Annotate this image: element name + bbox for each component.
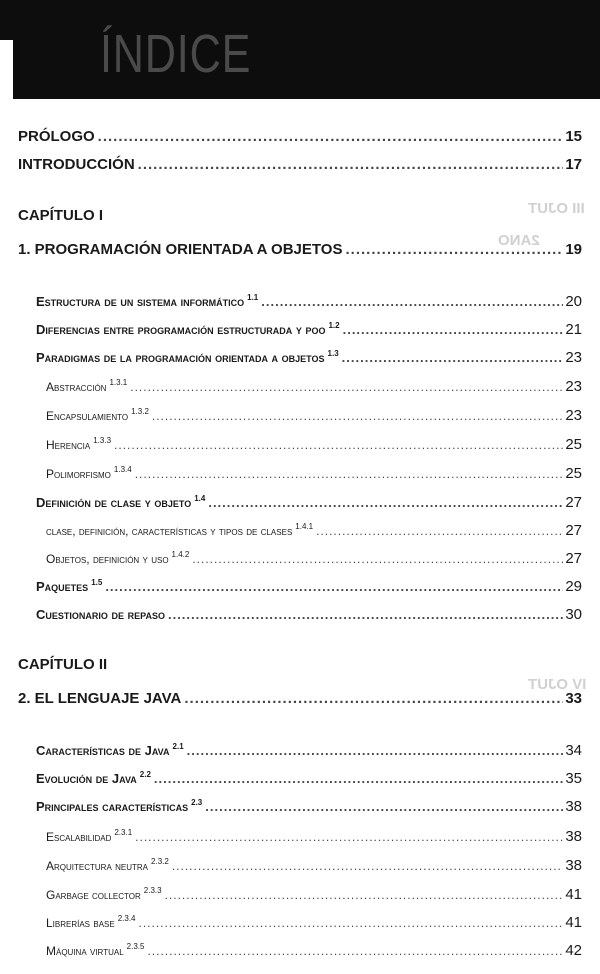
toc-entry-ref: 1.5 [91, 578, 103, 587]
toc-entry-prologo[interactable] [18, 128, 582, 145]
toc-entry-page: 34 [565, 742, 582, 759]
toc-subentry[interactable] [46, 465, 582, 482]
toc-entry-label: Evolución de Java [36, 771, 137, 786]
toc-entry-ref: 1.3.2 [131, 407, 149, 416]
toc-entry-page: 20 [565, 293, 582, 310]
toc-entry-page: 29 [565, 578, 582, 595]
toc-entry-label: clase, definición, características y tipos de clases [46, 524, 293, 538]
toc-entry-page: 42 [565, 942, 582, 959]
toc-subentry[interactable] [46, 407, 582, 424]
toc-entry-page: 30 [565, 606, 582, 623]
toc-entry-label: Estructura de un sistema informático [36, 294, 245, 309]
header-tab [0, 40, 13, 99]
page-title: ÍNDICE [100, 24, 252, 84]
toc-entry-page: 23 [565, 378, 582, 395]
dot-leader [154, 771, 563, 786]
toc-entry-ref: 2.3.5 [126, 942, 145, 951]
dot-leader [147, 944, 563, 958]
chapter-heading: CAPÍTULO II [18, 656, 108, 673]
toc-entry-label: Cuestionario de repaso [36, 607, 165, 622]
toc-entry-page: 27 [565, 494, 582, 511]
toc-entry-label: Principales características [36, 799, 189, 814]
toc-entry-page: 17 [565, 156, 582, 173]
dot-leader [342, 350, 564, 365]
toc-entry-label: PRÓLOGO [18, 128, 95, 145]
toc-entry-label: 2. EL LENGUAJE JAVA [18, 690, 182, 707]
toc-entry-page: 19 [565, 241, 582, 258]
toc-entry-ref: 1.4.2 [171, 550, 190, 559]
toc-entry-label: 1. PROGRAMACIÓN ORIENTADA A OBJETOS [18, 241, 343, 258]
toc-entry-page: 15 [565, 128, 582, 145]
toc-entry[interactable] [36, 578, 582, 595]
toc-subentry[interactable] [46, 436, 582, 453]
toc-entry-page: 25 [565, 436, 582, 453]
toc-entry-label: Objetos, definición y uso [46, 552, 169, 566]
toc-entry-page: 38 [565, 828, 582, 845]
dot-leader [130, 380, 563, 394]
chapter-heading: CAPÍTULO I [18, 207, 103, 224]
toc-entry-ref: 1.4 [194, 494, 206, 503]
toc-subentry[interactable] [46, 942, 582, 959]
toc-entry[interactable] [36, 494, 582, 511]
toc-entry-label: INTRODUCCIÓN [18, 156, 135, 173]
toc-entry-page: 23 [565, 407, 582, 424]
dot-leader [139, 916, 564, 930]
toc-subentry[interactable] [46, 857, 582, 874]
toc-entry-ref: 2.3 [191, 798, 203, 807]
toc-entry-label: Definición de clase y objeto [36, 495, 192, 510]
toc-subentry[interactable] [46, 828, 582, 845]
dot-leader [172, 859, 564, 873]
toc-entry-ref: 1.1 [247, 293, 259, 302]
toc-entry-ref: 1.3.1 [109, 378, 128, 387]
toc-subentry[interactable] [46, 378, 582, 395]
dot-leader [152, 409, 563, 423]
toc-entry-label: Diferencias entre programación estructurada y poo [36, 322, 326, 337]
dot-leader [135, 467, 564, 481]
toc-subentry[interactable] [46, 886, 582, 903]
toc-subentry[interactable] [46, 550, 582, 567]
toc-entry-page: 27 [565, 550, 582, 567]
toc-entry-ref: 1.3 [327, 349, 339, 358]
toc-entry-label: Escalabilidad [46, 830, 112, 844]
toc-entry-page: 41 [565, 886, 582, 903]
bleed-through-text: III OJUT [528, 200, 585, 217]
dot-leader [192, 552, 563, 566]
toc-entry[interactable] [36, 606, 582, 623]
toc-entry-page: 38 [565, 798, 582, 815]
toc-entry-ref: 1.3.3 [93, 436, 112, 445]
toc-entry-ref: 1.3.4 [113, 465, 132, 474]
bleed-through-text: IV OJUT [528, 676, 587, 693]
toc-entry[interactable] [36, 742, 582, 759]
toc-entry-ref: 2.1 [172, 742, 184, 751]
toc-entry-page: 41 [565, 914, 582, 931]
toc-entry-page: 23 [565, 349, 582, 366]
toc-entry-page: 27 [565, 522, 582, 539]
toc-entry-label: Características de Java [36, 743, 170, 758]
toc-entry-page: 25 [565, 465, 582, 482]
toc-entry-label: Polimorfismo [46, 467, 111, 481]
dot-leader [343, 322, 564, 337]
dot-leader [345, 241, 563, 258]
toc-subentry[interactable] [46, 522, 582, 539]
dot-leader [208, 495, 563, 510]
toc-entry-ref: 2.3.2 [151, 857, 169, 866]
toc-entry-label: Máquina virtual [46, 944, 124, 958]
toc-entry-label: Paquetes [36, 579, 89, 594]
toc-entry-chapter-1[interactable] [18, 241, 582, 258]
toc-entry-label: Herencia [46, 438, 91, 452]
toc-entry-page: 38 [565, 857, 582, 874]
bleed-through-text: 2ANO [498, 232, 540, 249]
toc-entry-chapter-2[interactable] [18, 690, 582, 707]
dot-leader [187, 743, 564, 758]
dot-leader [105, 579, 563, 594]
dot-leader [98, 128, 564, 145]
toc-entry-introduccion[interactable] [18, 156, 582, 173]
dot-leader [184, 690, 563, 707]
toc-entry-label: Encapsulamiento [46, 409, 129, 423]
index-header [0, 0, 600, 99]
dot-leader [114, 438, 563, 452]
toc-entry[interactable] [36, 293, 582, 310]
toc-entry[interactable] [36, 321, 582, 338]
toc-entry[interactable] [36, 798, 582, 815]
toc-entry-page: 21 [565, 321, 582, 338]
toc-entry-ref: 1.2 [328, 321, 340, 330]
dot-leader [165, 888, 564, 902]
dot-leader [205, 799, 563, 814]
toc-entry[interactable] [36, 770, 582, 787]
toc-entry-ref: 1.4.1 [295, 522, 314, 531]
dot-leader [138, 156, 564, 173]
dot-leader [168, 607, 563, 622]
toc-entry-label: Arquitectura neutra [46, 859, 149, 873]
toc-entry-label: Abstracción [46, 380, 107, 394]
toc-entry-label: Librerías base [46, 916, 115, 930]
dot-leader [261, 294, 563, 309]
toc-entry-label: Paradigmas de la programación orientada a objetos [36, 350, 325, 365]
toc-entry-ref: 2.3.1 [114, 828, 133, 837]
dot-leader [316, 524, 563, 538]
toc-entry-label: Garbage collector [46, 888, 141, 902]
toc-entry-ref: 2.2 [139, 770, 151, 779]
dot-leader [135, 830, 563, 844]
toc-entry-ref: 2.3.4 [117, 914, 136, 923]
toc-entry-page: 35 [565, 770, 582, 787]
toc-entry[interactable] [36, 349, 582, 366]
toc-entry-page: 33 [565, 690, 582, 707]
toc-entry-ref: 2.3.3 [143, 886, 162, 895]
toc-subentry[interactable] [46, 914, 582, 931]
